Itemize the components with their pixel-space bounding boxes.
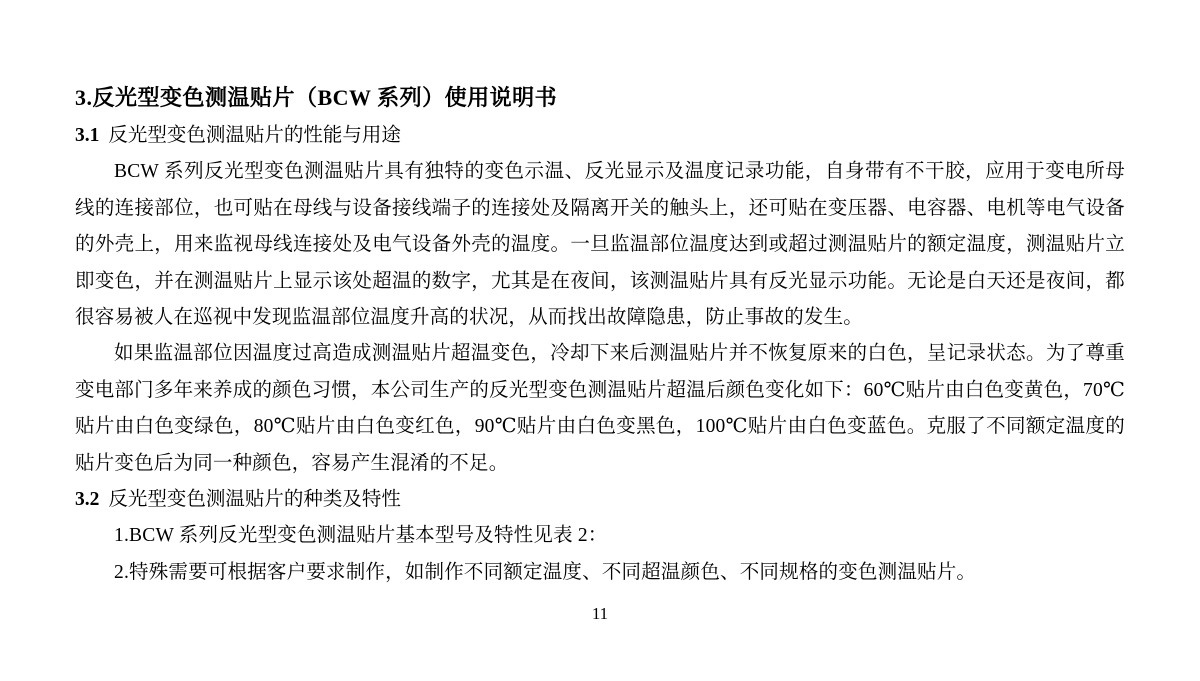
list-item-1: 1.BCW 系列反光型变色测温贴片基本型号及特性见表 2： [114, 525, 608, 547]
document-content [75, 78, 1125, 591]
paragraph-performance-usage-2: 如果监温部位因温度过高造成测温贴片超温变色，冷却下来后测温贴片并不恢复原来的白色，呈记录状态。为了尊重变电部门多年来养成的颜色习惯，本公司生产的反光型变色测温贴片超温后颜色变化如下：60℃贴片由白色变黄色，70℃贴片由白色变绿色，80℃贴片由白色变红色，90℃贴片由白色变黑色，100℃贴片由白色变蓝色。克服了不同额定温度的贴片变色后为同一种颜色，容易产生混淆的不足。 [75, 343, 1125, 474]
section-number: 3.1 [75, 125, 100, 146]
section-number: 3.2 [75, 489, 100, 511]
paragraph-performance-usage-1: BCW 系列反光型变色测温贴片具有独特的变色示温、反光显示及温度记录功能，自身带有不干胶，应用于变电所母线的连接部位，也可贴在母线与设备接线端子的连接处及隔离开关的触头上，还可贴在变压器、电容器、电机等电气设备的外壳上，用来监视母线连接处及电气设备外壳的温度。一旦监温部位温度达到或超过测温贴片的额定温度，测温贴片立即变色，并在测温贴片上显示该处超温的数字，尤其是在夜间，该测温贴片具有反光显示功能。无论是白天还是夜间，都很容易被人在巡视中发现监温部位温度升高的状况，从而找出故障隐患，防止事故的发生。 [75, 161, 1125, 329]
section-title-text: 反光型变色测温贴片的性能与用途 [108, 125, 401, 146]
section-heading-3-2 [75, 482, 1125, 518]
list-item-2: 2.特殊需要可根据客户要求制作，如制作不同额定温度、不同超温颜色、不同规格的变色测温贴片。 [114, 561, 977, 583]
section-title-text: 反光型变色测温贴片的种类及特性 [108, 489, 401, 511]
page-number: 11 [591, 604, 609, 623]
document-title: 3.反光型变色测温贴片（BCW 系列）使用说明书 [75, 85, 558, 110]
section-heading-3-1 [75, 118, 1125, 154]
